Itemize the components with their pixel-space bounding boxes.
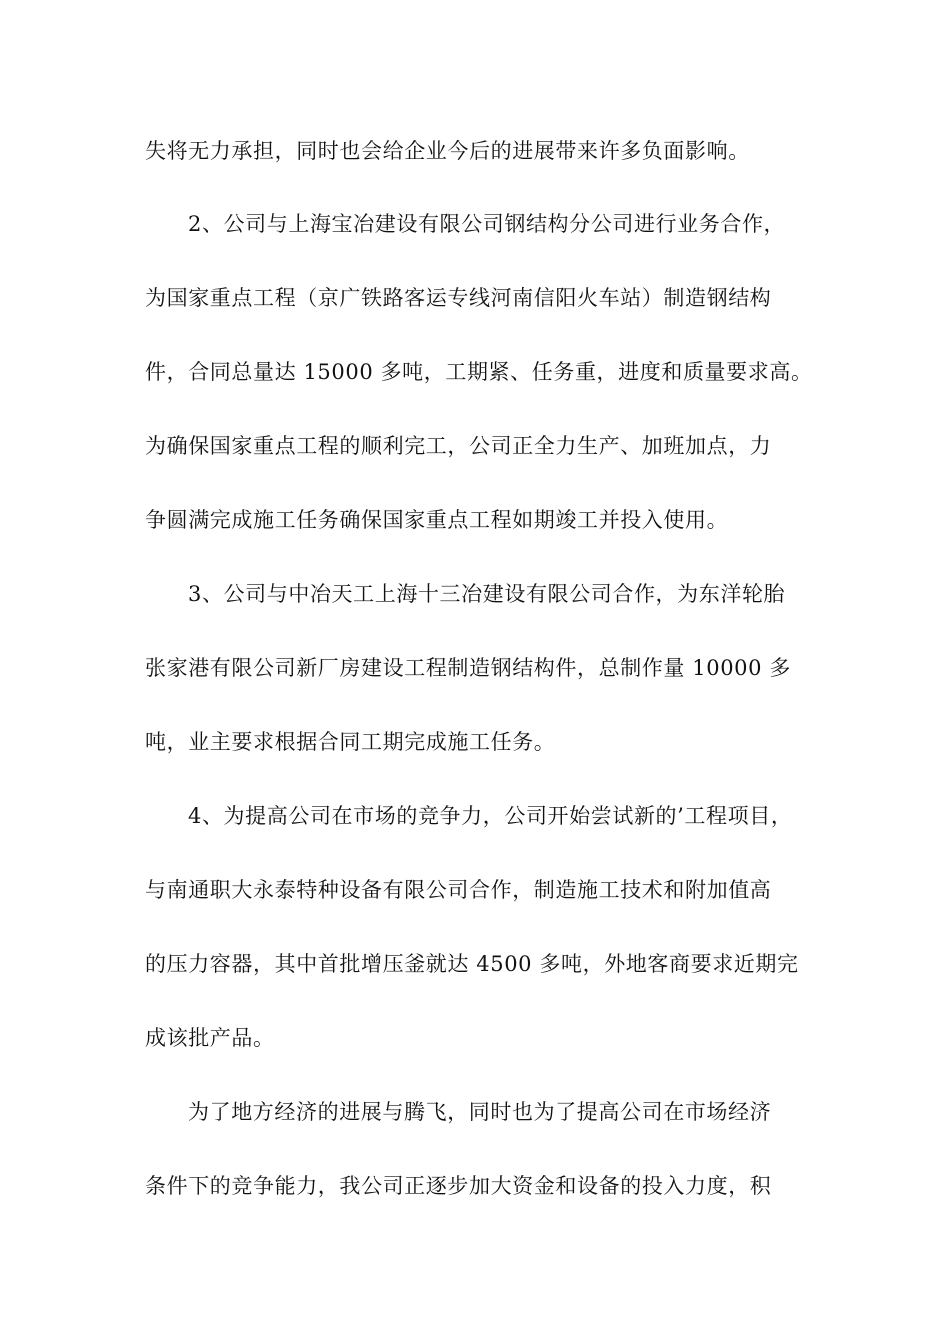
paragraph-5-start: 为了地方经济的进展与腾飞，同时也为了提高公司在市场经济 bbox=[188, 1100, 772, 1124]
text-line-4: 件，合同总量达 15000 多吨，工期紧、任务重，进度和质量要求高。 bbox=[145, 360, 813, 384]
text-line-1: 失将无力承担，同时也会给企业今后的进展带来许多负面影响。 bbox=[145, 139, 750, 163]
paragraph-2-start: 2、公司与上海宝冶建设有限公司钢结构分公司进行业务合作， bbox=[188, 212, 786, 236]
text-line-11: 与南通职大永泰特种设备有限公司合作，制造施工技术和附加值高 bbox=[145, 878, 772, 902]
paragraph-4-start: 4、为提高公司在市场的竞争力，公司开始尝试新的’工程项目， bbox=[188, 804, 793, 828]
text-line-12: 的压力容器，其中首批增压釜就达 4500 多吨，外地客商要求近期完 bbox=[145, 952, 799, 976]
paragraph-3-start: 3、公司与中冶天工上海十三冶建设有限公司合作，为东洋轮胎 bbox=[188, 582, 786, 606]
text-line-5: 为确保国家重点工程的顺利完工，公司正全力生产、加班加点，力 bbox=[145, 434, 772, 458]
text-line-13: 成该批产品。 bbox=[145, 1026, 275, 1050]
text-line-15: 条件下的竞争能力，我公司正逐步加大资金和设备的投入力度，积 bbox=[145, 1174, 772, 1198]
text-line-9: 吨，业主要求根据合同工期完成施工任务。 bbox=[145, 730, 556, 754]
text-line-8: 张家港有限公司新厂房建设工程制造钢结构件，总制作量 10000 多 bbox=[145, 656, 791, 680]
text-line-3: 为国家重点工程（京广铁路客运专线河南信阳火车站）制造钢结构 bbox=[145, 286, 772, 310]
text-line-6: 争圆满完成施工任务确保国家重点工程如期竣工并投入使用。 bbox=[145, 508, 729, 532]
